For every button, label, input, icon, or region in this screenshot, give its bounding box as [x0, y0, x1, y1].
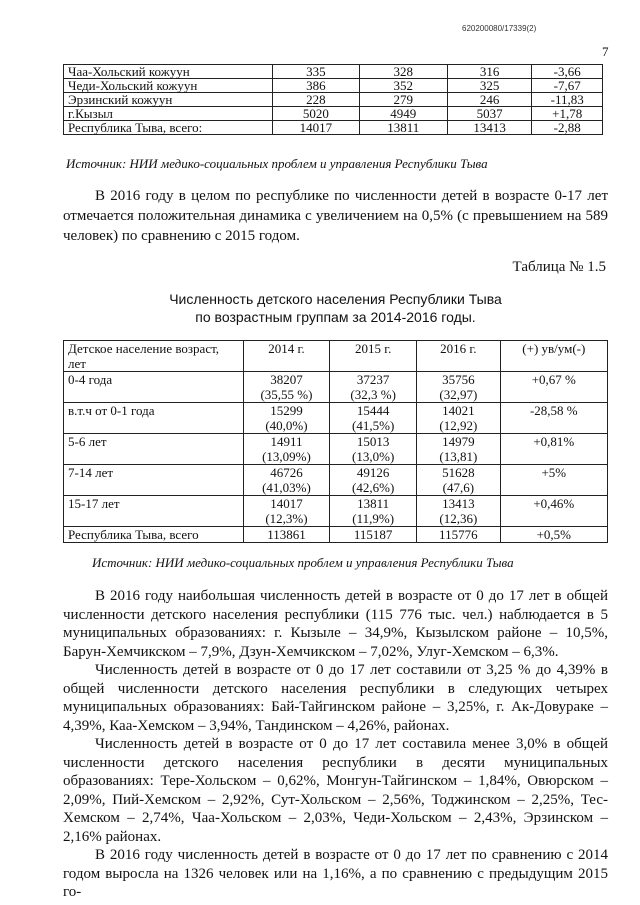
- value-2014: 335: [273, 65, 359, 79]
- total-label: Республика Тыва, всего: [64, 527, 244, 543]
- percent: (35,55 %): [260, 387, 313, 402]
- table-row: [64, 465, 608, 496]
- total-2016: 115776: [417, 527, 501, 543]
- value: 14017: [270, 496, 303, 511]
- value-2016: 13413: [447, 121, 531, 135]
- table-row-total: [64, 121, 603, 135]
- value: 46726: [270, 465, 303, 480]
- percent: (42,6%): [352, 480, 395, 495]
- intro-paragraph: В 2016 году в целом по республике по численности детей в возрасте 0-17 лет отмечается положительная динамика с увеличением на 0,5% (с превышением на 589 человек) по сравнению с 2015 годом.: [63, 188, 608, 244]
- table-row: [64, 79, 603, 93]
- percent: (13,0%): [352, 449, 395, 464]
- cell-change: +0,46%: [500, 496, 607, 527]
- percent: (32,97): [439, 387, 478, 402]
- percent: (13,09%): [262, 449, 311, 464]
- table-row: [64, 107, 603, 121]
- cell-2014: [243, 496, 330, 527]
- percent: (12,92): [439, 418, 478, 433]
- value-2014: 386: [273, 79, 359, 93]
- table1-source: Источник: НИИ медико-социальных проблем и управления Республики Тыва: [66, 156, 488, 171]
- value-2014: 228: [273, 93, 359, 107]
- value: 15444: [356, 403, 390, 418]
- paragraph: В 2016 году численность детей в возрасте от 0 до 17 лет по сравнению с 2014 годом выросла на 1326 человек или на 1,16%, а по сравнению с предыдущим 2015 го-: [63, 847, 608, 900]
- document-id: 620200080/17339(2): [462, 24, 537, 33]
- value-change: -3,66: [532, 65, 603, 79]
- cell-2016: [417, 465, 501, 496]
- value-2015: 13811: [359, 121, 447, 135]
- table-row: [64, 403, 608, 434]
- value: 15299: [270, 403, 303, 418]
- value-2014: 5020: [273, 107, 359, 121]
- table-row: [64, 372, 608, 403]
- district-name: г.Кызыл: [64, 107, 273, 121]
- value-2015: 328: [359, 65, 447, 79]
- table2-source: Источник: НИИ медико-социальных проблем и управления Республики Тыва: [92, 555, 514, 570]
- cell-2015: [330, 496, 417, 527]
- cell-2016: [417, 403, 501, 434]
- cell-change: +5%: [500, 465, 607, 496]
- value: 35756: [442, 372, 475, 387]
- table-row: [64, 65, 603, 79]
- cell-change: +0,81%: [500, 434, 607, 465]
- cell-change: +0,67 %: [500, 372, 607, 403]
- age-group-label: в.т.ч от 0-1 года: [64, 403, 244, 434]
- value: 51628: [442, 465, 475, 480]
- body-text: [63, 587, 608, 902]
- paragraph: Численность детей в возрасте от 0 до 17 лет составили от 3,25 % до 4,39% в общей численности детского населения республики в следующих четырех муниципальных образованиях: Бай-Тайгинском районе – 3,25%, г. Ак-Довураке – 4,39%, Каа-Хемском – 3,94%, Тандинском – 4,26%, районах.: [63, 662, 608, 734]
- value-change: +1,78: [532, 107, 603, 121]
- value-2016: 325: [447, 79, 531, 93]
- total-2014: 113861: [243, 527, 330, 543]
- header-age: Детское население возраст, лет: [64, 341, 244, 372]
- age-group-label: 0-4 года: [64, 372, 244, 403]
- total-change: +0,5%: [500, 527, 607, 543]
- cell-2015: [330, 372, 417, 403]
- table-row: [64, 93, 603, 107]
- header-2014: 2014 г.: [243, 341, 330, 372]
- cell-2016: [417, 496, 501, 527]
- value: 37237: [356, 372, 390, 387]
- value: 49126: [356, 465, 390, 480]
- percent: (32,3 %): [350, 387, 396, 402]
- district-table: [63, 64, 603, 135]
- value: 14911: [270, 434, 303, 449]
- district-name: Чеди-Хольский кожуун: [64, 79, 273, 93]
- page-number: 7: [602, 44, 609, 59]
- table-title: [63, 290, 608, 326]
- value-2016: 5037: [447, 107, 531, 121]
- table-label: Таблица № 1.5: [512, 259, 606, 275]
- value-2014: 14017: [273, 121, 359, 135]
- value: 13811: [357, 496, 390, 511]
- value: 14979: [442, 434, 475, 449]
- cell-2014: [243, 434, 330, 465]
- value-change: -11,83: [532, 93, 603, 107]
- cell-2016: [417, 434, 501, 465]
- header-2016: 2016 г.: [417, 341, 501, 372]
- total-2015: 115187: [330, 527, 417, 543]
- cell-change: -28,58 %: [500, 403, 607, 434]
- cell-2014: [243, 465, 330, 496]
- paragraph: В 2016 году наибольшая численность детей в возрасте от 0 до 17 лет в общей численности детского населения республики (115 776 тыс. чел.) наблюдается в 5 муниципальных образованиях: г. Кызыле – 34,9%, Кызылском районе – 10,5%, Барун-Хемчикском – 7,9%, Дзун-Хемчикском – 7,02%, Улуг-Хемском – 6,3%.: [63, 588, 608, 660]
- age-group-label: 5-6 лет: [64, 434, 244, 465]
- cell-2014: [243, 372, 330, 403]
- percent: (13,81): [439, 449, 478, 464]
- value: 13413: [442, 496, 475, 511]
- value-change: -7,67: [532, 79, 603, 93]
- cell-2015: [330, 403, 417, 434]
- cell-2015: [330, 434, 417, 465]
- age-group-label: 7-14 лет: [64, 465, 244, 496]
- value: 14021: [442, 403, 475, 418]
- age-group-label: 15-17 лет: [64, 496, 244, 527]
- cell-2015: [330, 465, 417, 496]
- table-title-line2: по возрастным группам за 2014-2016 годы.: [195, 309, 476, 325]
- percent: (12,3%): [265, 511, 308, 526]
- district-name: Республика Тыва, всего:: [64, 121, 273, 135]
- percent: (40,0%): [265, 418, 308, 433]
- value: 38207: [270, 372, 303, 387]
- value-2015: 352: [359, 79, 447, 93]
- cell-2016: [417, 372, 501, 403]
- district-name: Эрзинский кожуун: [64, 93, 273, 107]
- header-2015: 2015 г.: [330, 341, 417, 372]
- percent: (12,36): [439, 511, 478, 526]
- header-change: (+) ув/ум(-): [500, 341, 607, 372]
- table-header-row: [64, 341, 608, 372]
- paragraph: Численность детей в возрасте от 0 до 17 лет составила менее 3,0% в общей численности детского населения республики в десяти муниципальных образованиях: Тере-Хольском – 0,62%, Монгун-Тайгинском – 1,84%, Овюрском – 2,09%, Пий-Хемском – 2,92%, Сут-Хольском – 2,56%, Тоджинском – 2,25%, Тес-Хемском – 2,74%, Чаа-Хольском – 2,03%, Чеди-Хольском – 2,43%, Эрзинском – 2,16% районах.: [63, 736, 608, 845]
- district-name: Чаа-Хольский кожуун: [64, 65, 273, 79]
- table-title-line1: Численность детского населения Республики Тыва: [169, 291, 502, 307]
- percent: (41,5%): [352, 418, 395, 433]
- age-groups-table: [63, 340, 608, 543]
- cell-2014: [243, 403, 330, 434]
- percent: (47,6): [442, 480, 475, 495]
- percent: (41,03%): [262, 480, 311, 495]
- table-row: [64, 434, 608, 465]
- value-2015: 279: [359, 93, 447, 107]
- value-2016: 316: [447, 65, 531, 79]
- table-row: [64, 496, 608, 527]
- table-row-total: [64, 527, 608, 543]
- value: 15013: [356, 434, 390, 449]
- value-change: -2,88: [532, 121, 603, 135]
- value-2015: 4949: [359, 107, 447, 121]
- value-2016: 246: [447, 93, 531, 107]
- percent: (11,9%): [352, 511, 395, 526]
